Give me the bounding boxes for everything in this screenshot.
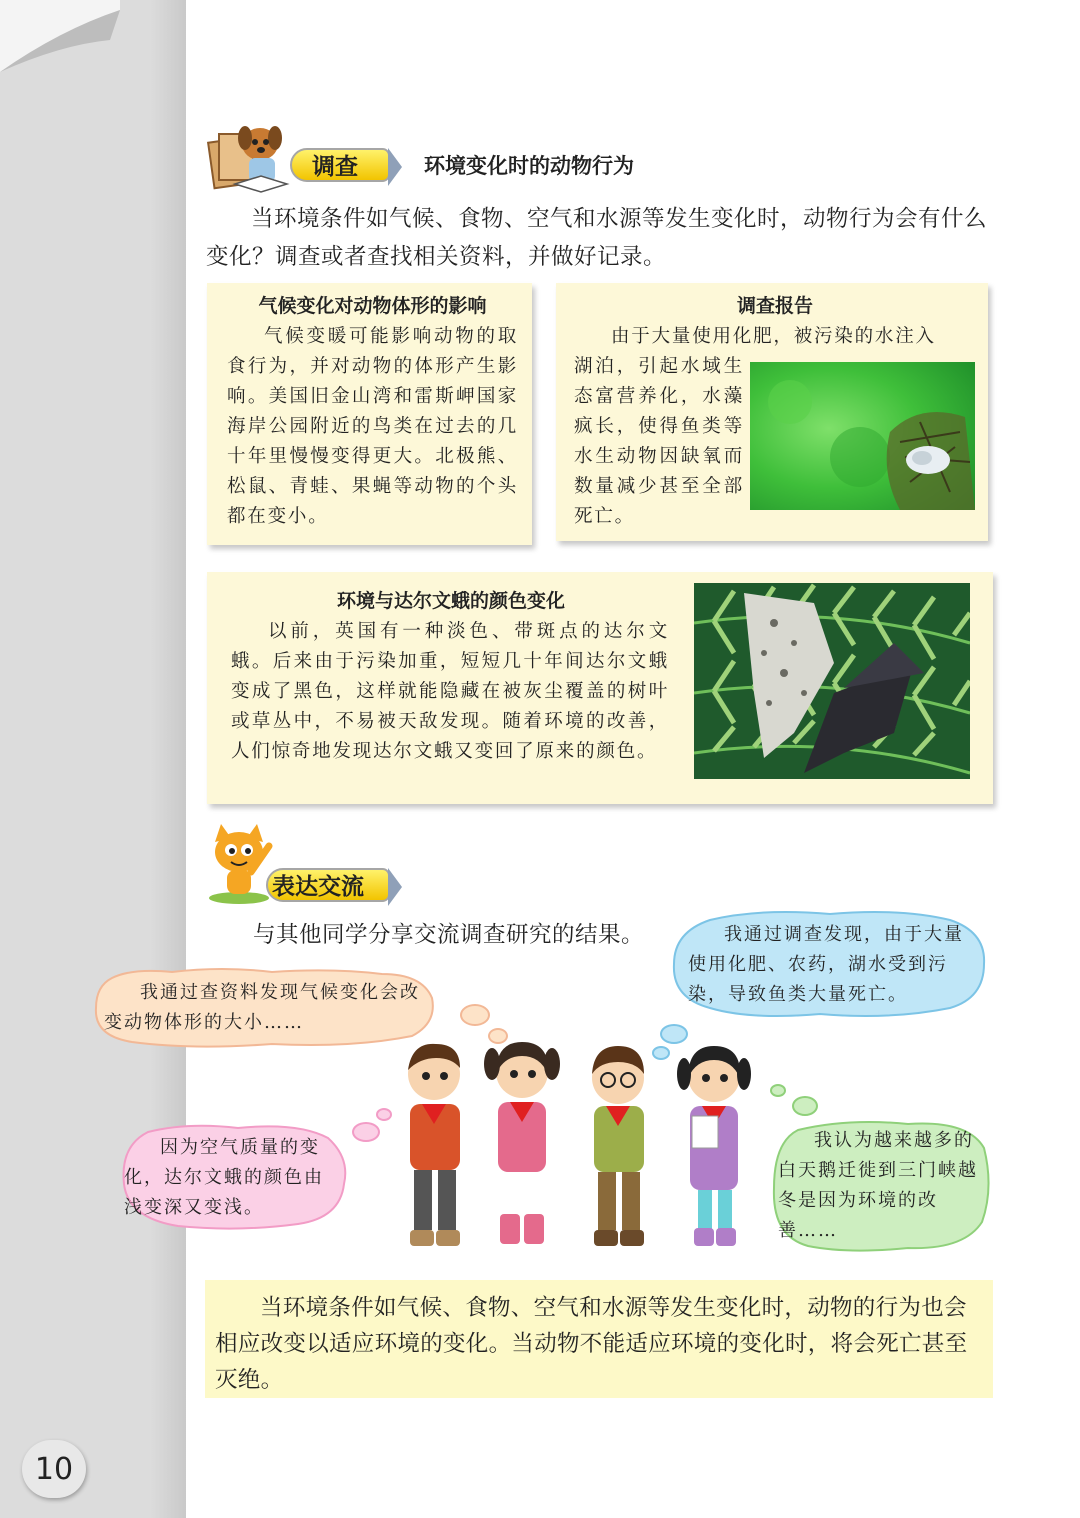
student-boy-left (408, 1044, 460, 1246)
exchange-heading (266, 868, 390, 902)
survey-intro: 当环境条件如气候、食物、空气和水源等发生变化时，动物行为会有什么变化？调查或者查找相关资料，并做好记录。 (206, 206, 988, 270)
student-boy-right (592, 1046, 644, 1246)
bubble-top-right-text: 我通过调查发现，由于大量使用化肥、农药，湖水受到污染，导致鱼类大量死亡。 (688, 924, 964, 1005)
note-climate-paragraph: 气候变暖可能影响动物的取食行为，并对动物的体形产生影响。美国旧金山湾和雷斯岬国家海岸公园附近的鸟类在过去的几十年里慢慢变得更大。北极熊、松鼠、青蛙、果蝇等动物的个头都在变小。 (227, 326, 518, 527)
bubble-mid-right-text: 我认为越来越多的白天鹅迁徙到三门峡越冬是因为环境的改善…… (778, 1130, 978, 1241)
page-margin-shadow (150, 0, 186, 1518)
polluted-lake-photo (750, 362, 975, 510)
badge-tip-icon (388, 148, 402, 186)
survey-badge-label: 调查 (312, 154, 358, 180)
note-report-paragraph-start: 由于大量使用化肥，被污染的水注入 (611, 326, 936, 347)
note-report-side-text (574, 352, 744, 532)
badge-tip-icon (388, 868, 402, 906)
note-moth-text (231, 617, 669, 767)
thought-dot (352, 1122, 380, 1142)
bubble-mid-left-text: 因为空气质量的变化，达尔文蛾的颜色由浅变深又变浅。 (124, 1137, 324, 1218)
moth-photo (694, 583, 970, 779)
bubble-top-left-text: 我通过查资料发现气候变化会改变动物体形的大小…… (104, 982, 420, 1033)
summary-box (205, 1280, 993, 1398)
summary-text: 当环境条件如气候、食物、空气和水源等发生变化时，动物的行为也会相应改变以适应环境的变化。当动物不能适应环境的变化时，将会死亡甚至灭绝。 (215, 1295, 968, 1393)
note-moth-paragraph: 以前，英国有一种淡色、带斑点的达尔文蛾。后来由于污染加重，短短几十年间达尔文蛾变成了黑色，这样就能隐藏在被灰尘覆盖的树叶或草丛中，不易被天敌发现。随着环境的改善，人们惊奇地发现达尔文蛾又变回了原来的颜色。 (231, 621, 669, 762)
dog-reading-icon (205, 112, 291, 194)
note-report-first-line (574, 322, 976, 352)
note-report-title: 调查报告 (736, 295, 813, 317)
student-girl-right (677, 1046, 751, 1246)
survey-title: 环境变化时的动物行为 (424, 154, 634, 178)
bubble-mid-left (124, 1132, 338, 1224)
note-climate-title: 气候变化对动物体形的影响 (258, 295, 487, 317)
exchange-badge-label: 表达交流 (272, 874, 364, 900)
survey-badge (290, 148, 390, 182)
thought-dot (460, 1004, 490, 1026)
note-report-paragraph-rest: 湖泊，引起水域生态富营养化，水藻疯长，使得鱼类等水生动物因缺氧而数量减少甚至全部死亡。 (574, 356, 744, 527)
survey-heading (290, 148, 634, 182)
thought-dot (792, 1096, 818, 1116)
note-moth-title: 环境与达尔文蛾的颜色变化 (336, 590, 565, 612)
thought-dot (376, 1108, 392, 1121)
bubble-top-right (688, 918, 970, 1012)
thought-dot (770, 1084, 786, 1097)
note-climate-text (227, 322, 518, 532)
note-climate (207, 283, 532, 545)
students-illustration (392, 1034, 762, 1256)
student-girl-left (484, 1042, 560, 1244)
page-number: 10 (22, 1440, 86, 1498)
page-curl-icon (0, 0, 120, 80)
bubble-mid-right (778, 1126, 978, 1246)
exchange-intro: 与其他同学分享交流调查研究的结果。 (253, 922, 645, 948)
exchange-badge (266, 868, 390, 902)
bubble-top-left (104, 976, 424, 1040)
